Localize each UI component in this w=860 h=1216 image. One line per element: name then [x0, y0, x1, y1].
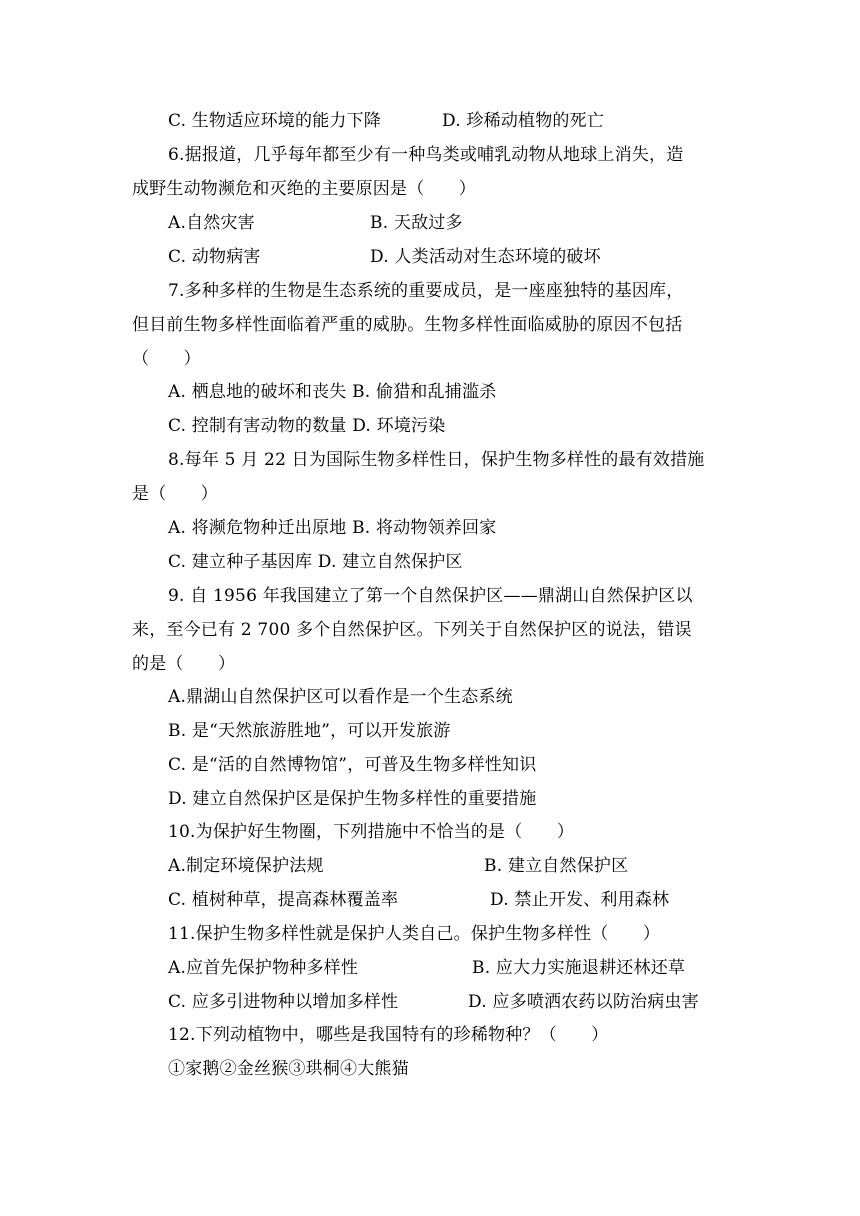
q10-option-c: C. 植树种草，提高森林覆盖率	[168, 890, 399, 910]
q10-option-b: B. 建立自然保护区	[484, 856, 629, 876]
q9-option-a: A.鼎湖山自然保护区可以看作是一个生态系统	[168, 687, 513, 707]
q9-option-c: C. 是“活的自然博物馆”，可普及生物多样性知识	[168, 755, 537, 775]
q8-options-cd: C. 建立种子基因库 D. 建立自然保护区	[168, 552, 463, 572]
q6-stem-line1: 6.据报道，几乎每年都至少有一种鸟类或哺乳动物从地球上消失，造	[168, 145, 684, 165]
q12-stem: 12.下列动植物中，哪些是我国特有的珍稀物种？（ ）	[168, 1025, 609, 1045]
q10-stem: 10.为保护好生物圈，下列措施中不恰当的是（ ）	[168, 822, 575, 842]
q9-stem-line1: 9. 自 1956 年我国建立了第一个自然保护区——鼎湖山自然保护区以	[168, 586, 693, 606]
q11-option-c: C. 应多引进物种以增加多样性	[168, 992, 399, 1012]
q11-option-d: D. 应多喷洒农药以防治病虫害	[468, 992, 699, 1012]
q11-option-a: A.应首先保护物种多样性	[168, 958, 359, 978]
q12-items: ①家鹅②金丝猴③珙桐④大熊猫	[168, 1059, 409, 1079]
q6-option-c: C. 动物病害	[168, 247, 261, 267]
q7-stem-line3: （ ）	[132, 349, 201, 369]
q7-options-cd: C. 控制有害动物的数量 D. 环境污染	[168, 416, 446, 436]
q9-option-d: D. 建立自然保护区是保护生物多样性的重要措施	[168, 789, 537, 809]
q8-stem-line2: 是（ ）	[132, 484, 218, 504]
q10-option-d: D. 禁止开发、利用森林	[490, 890, 670, 910]
q7-stem-line1: 7.多种多样的生物是生态系统的重要成员，是一座座独特的基因库，	[168, 281, 684, 301]
q10-option-a: A.制定环境保护法规	[168, 856, 324, 876]
q8-options-ab: A. 将濒危物种迁出原地 B. 将动物领养回家	[168, 518, 497, 538]
q9-option-b: B. 是“天然旅游胜地”，可以开发旅游	[168, 721, 451, 741]
q5-option-d: D. 珍稀动植物的死亡	[442, 111, 605, 131]
q6-option-d: D. 人类活动对生态环境的破坏	[370, 247, 601, 267]
q7-options-ab: A. 栖息地的破坏和丧失 B. 偷猎和乱捕滥杀	[168, 382, 497, 402]
q11-option-b: B. 应大力实施退耕还林还草	[472, 958, 686, 978]
q9-stem-line2: 来，至今已有 2 700 多个自然保护区。下列关于自然保护区的说法，错误	[132, 620, 692, 640]
q9-stem-line3: 的是（ ）	[132, 654, 236, 674]
q7-stem-line2: 但目前生物多样性面临着严重的威胁。生物多样性面临威胁的原因不包括	[132, 315, 683, 335]
q6-option-a: A.自然灾害	[168, 213, 255, 233]
q8-stem-line1: 8.每年 5 月 22 日为国际生物多样性日，保护生物多样性的最有效措施	[168, 450, 705, 470]
q5-option-c: C. 生物适应环境的能力下降	[168, 111, 382, 131]
q11-stem: 11.保护生物多样性就是保护人类自己。保护生物多样性（ ）	[168, 924, 661, 944]
q6-option-b: B. 天敌过多	[370, 213, 463, 233]
q6-stem-line2: 成野生动物濒危和灭绝的主要原因是（ ）	[132, 179, 476, 199]
